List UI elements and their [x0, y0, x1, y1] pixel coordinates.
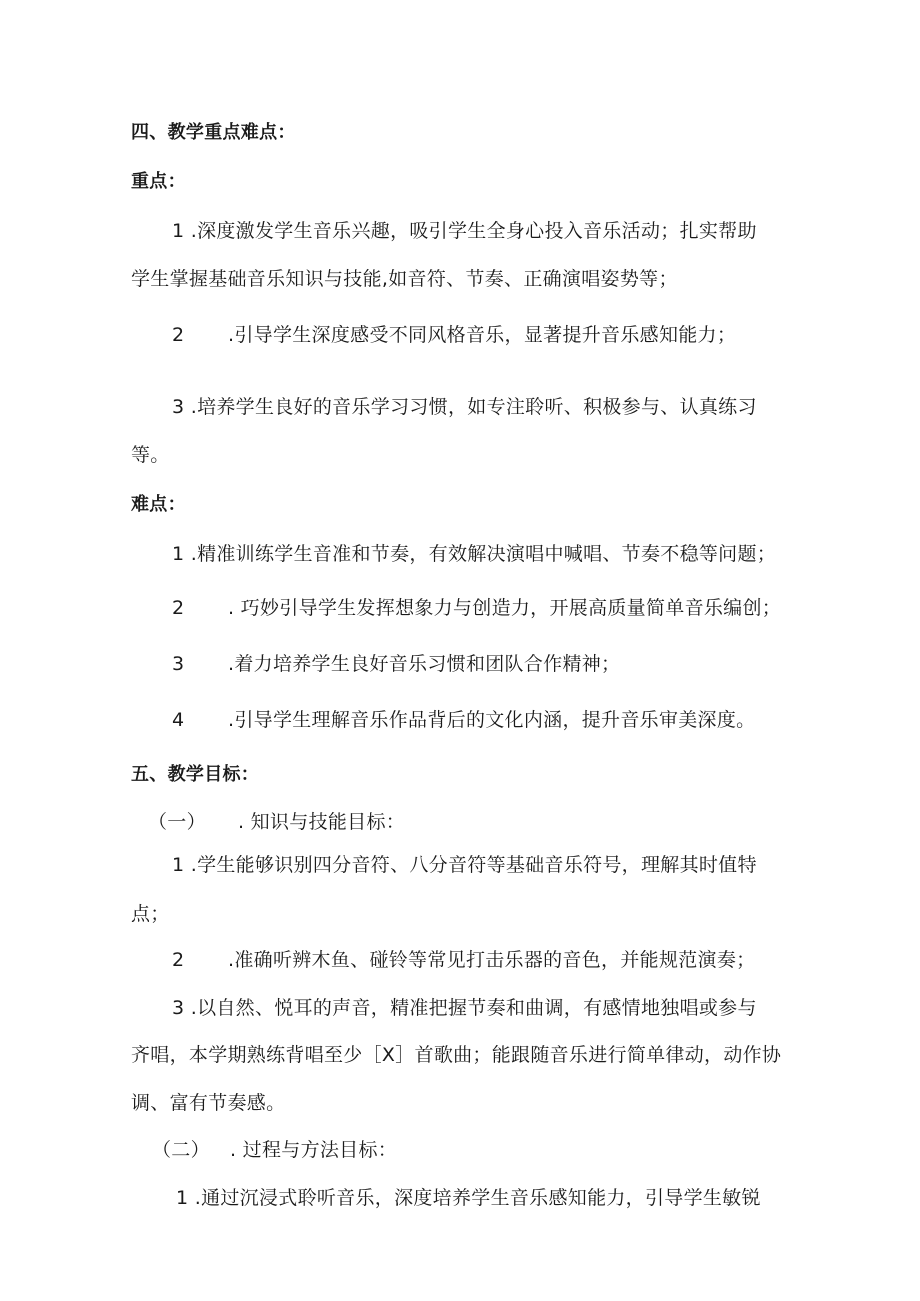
- objective-3-line-1: 3 .以自然、悦耳的声音，精准把握节奏和曲调，有感情地独唱或参与: [172, 997, 757, 1019]
- subsection-1-label: . 知识与技能目标：: [238, 811, 406, 833]
- difficult-point-2-number: 2: [172, 597, 185, 619]
- key-point-1-line-1: 1 .深度激发学生音乐兴趣，吸引学生全身心投入音乐活动；扎实帮助: [172, 220, 757, 242]
- key-point-2-text: .引导学生深度感受不同风格音乐，显著提升音乐感知能力；: [228, 324, 737, 346]
- difficult-point-2-text: . 巧妙引导学生发挥想象力与创造力，开展高质量简单音乐编创；: [228, 597, 782, 619]
- difficult-point-4-text: .引导学生理解音乐作品背后的文化内涵，提升音乐审美深度。: [228, 709, 756, 731]
- objective-1-line-2: 点；: [131, 903, 170, 925]
- difficult-points-label: 难点：: [131, 494, 186, 515]
- key-point-3-line-2: 等。: [131, 444, 170, 466]
- key-point-1-line-2: 学生掌握基础音乐知识与技能,如音符、节奏、正确演唱姿势等；: [131, 268, 678, 290]
- key-point-2-number: 2: [172, 324, 185, 346]
- objective-2-number: 2: [172, 949, 185, 971]
- difficult-point-1: 1 .精准训练学生音准和节奏，有效解决演唱中喊唱、节奏不稳等问题；: [172, 543, 777, 565]
- subsection-1-number: （一）: [148, 811, 206, 833]
- subsection-2-number: （二）: [152, 1139, 210, 1161]
- difficult-point-4-number: 4: [172, 709, 185, 731]
- objective-3-line-3: 调、富有节奏感。: [131, 1092, 286, 1114]
- process-objective-1-line-1: 1 .通过沉浸式聆听音乐，深度培养学生音乐感知能力，引导学生敏锐: [176, 1187, 761, 1209]
- objective-1-line-1: 1 .学生能够识别四分音符、八分音符等基础音乐符号，理解其时值特: [172, 854, 757, 876]
- objective-2-text: .准确听辨木鱼、碰铃等常见打击乐器的音色，并能规范演奏；: [228, 949, 756, 971]
- objective-3-line-2: 齐唱，本学期熟练背唱至少［X］首歌曲；能跟随音乐进行简单律动，动作协: [131, 1044, 782, 1066]
- key-point-3-line-1: 3 .培养学生良好的音乐学习习惯，如专注聆听、积极参与、认真练习: [172, 396, 757, 418]
- difficult-point-3-text: .着力培养学生良好音乐习惯和团队合作精神；: [228, 653, 621, 675]
- section-5-heading: 五、教学目标：: [131, 764, 260, 785]
- subsection-2-label: . 过程与方法目标：: [230, 1139, 398, 1161]
- difficult-point-3-number: 3: [172, 653, 185, 675]
- key-points-label: 重点：: [131, 171, 186, 192]
- section-4-heading: 四、教学重点难点：: [131, 122, 296, 143]
